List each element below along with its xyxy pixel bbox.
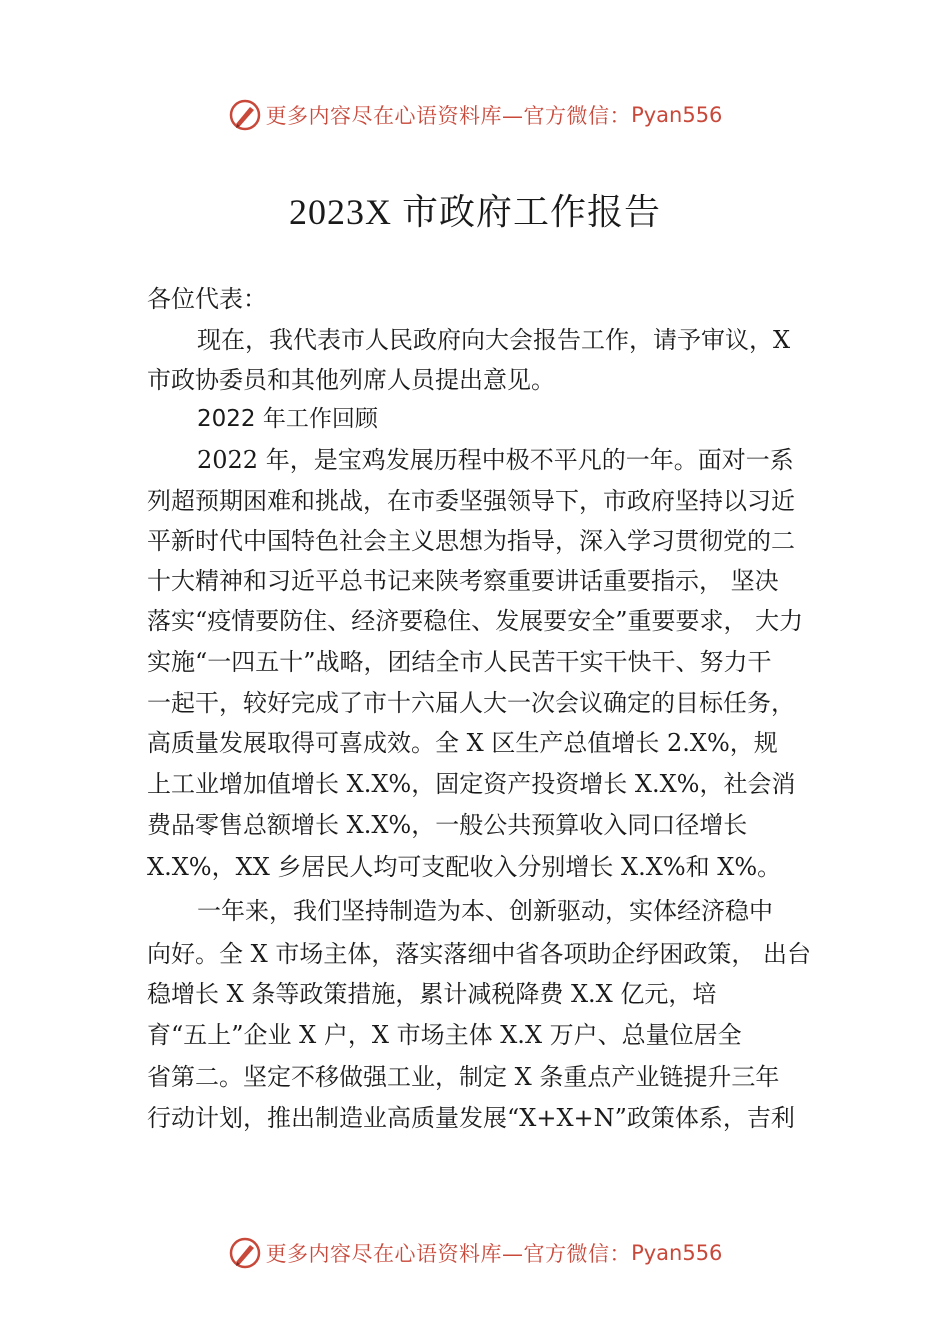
watermark-banner-bottom — [0, 1233, 950, 1273]
para1-line: 2022 年，是宝鸡发展历程中极不平凡的一年。面对一系 — [197, 446, 794, 474]
para1-line: 十大精神和习近平总书记来陕考察重要讲话重要指示， 坚决 — [147, 567, 779, 595]
para2-line: 育“五上”企业 X 户，X 市场主体 X.X 万户、总量位居全 — [147, 1021, 742, 1049]
watermark-banner-top — [0, 95, 950, 135]
para2-line: 行动计划，推出制造业高质量发展“X+X+N”政策体系，吉利 — [147, 1104, 795, 1132]
watermark-text: 更多内容尽在心语资料库—官方微信： — [265, 1242, 632, 1266]
para1-line: 一起干，较好完成了市十六届人大一次会议确定的目标任务， — [147, 689, 795, 717]
intro-line: 市政协委员和其他列席人员提出意见。 — [147, 366, 555, 394]
para1-line: 高质量发展取得可喜成效。全 X 区生产总值增长 2.X%，规 — [147, 729, 778, 757]
para2-line: 向好。全 X 市场主体，落实落细中省各项助企纾困政策， 出台 — [147, 940, 811, 968]
salutation: 各位代表： — [147, 285, 267, 313]
para1-line: 上工业增加值增长 X.X%，固定资产投资增长 X.X%，社会消 — [147, 770, 796, 798]
para1-line: 平新时代中国特色社会主义思想为指导，深入学习贯彻党的二 — [147, 527, 795, 555]
para1-line: X.X%，XX 乡居民人均可支配收入分别增长 X.X%和 X%。 — [147, 853, 782, 881]
para1-line: 费品零售总额增长 X.X%，一般公共预算收入同口径增长 — [147, 811, 748, 839]
watermark-wechat-id: Pyan556 — [631, 103, 723, 127]
para2-line: 稳增长 X 条等政策措施，累计减税降费 X.X 亿元，培 — [147, 980, 717, 1008]
para1-line: 列超预期困难和挑战，在市委坚强领导下，市政府坚持以习近 — [147, 487, 795, 515]
document-title: 2023X 市政府工作报告 — [289, 192, 661, 232]
para1-line: 落实“疫情要防住、经济要稳住、发展要安全”重要要求， 大力 — [147, 607, 804, 635]
intro-line: 现在，我代表市人民政府向大会报告工作，请予审议，X — [197, 326, 791, 354]
pen-logo-icon — [228, 1236, 262, 1270]
para2-line: 一年来，我们坚持制造为本、创新驱动，实体经济稳中 — [197, 897, 773, 925]
pen-logo-icon — [228, 98, 262, 132]
watermark-text: 更多内容尽在心语资料库—官方微信： — [265, 104, 632, 128]
para2-line: 省第二。坚定不移做强工业，制定 X 条重点产业链提升三年 — [147, 1063, 780, 1091]
section-heading: 2022 年工作回顾 — [197, 406, 378, 432]
watermark-wechat-id: Pyan556 — [631, 1241, 723, 1265]
para1-line: 实施“一四五十”战略，团结全市人民苦干实干快干、努力干 — [147, 648, 772, 676]
